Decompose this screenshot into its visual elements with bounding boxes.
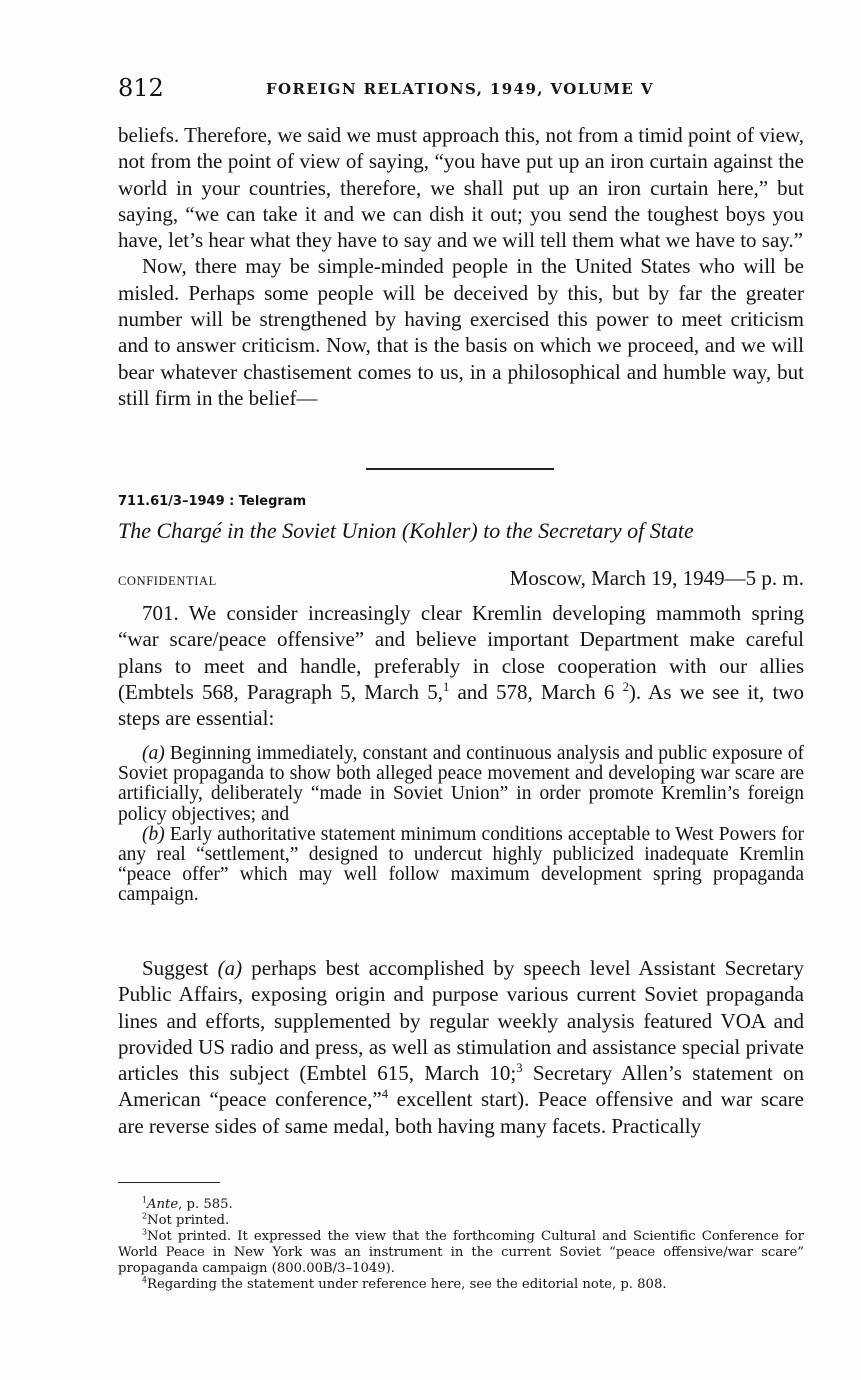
para2-label: (a)	[217, 956, 243, 980]
footnote-mark-4: 4	[381, 1087, 389, 1102]
footnote-2-text: Not printed.	[147, 1213, 230, 1228]
continued-paragraph-2: Now, there may be simple-minded people in the United States who will be misled. Perhaps some people will be deceived by this, but by far the greater number will be strengthened by having exercised this power to meet criticism and to answer criticism. Now, that is the basis on which we proceed, and we will bear whatever chastisement comes to us, in a philosophical and humble way, but still firm in the belief—	[118, 254, 804, 410]
telegram-continuation	[118, 955, 804, 1139]
running-title: FOREIGN RELATIONS, 1949, VOLUME V	[266, 80, 654, 98]
footnote-4-mark: 4	[142, 1275, 148, 1285]
step-a-label: (a)	[142, 743, 165, 764]
place-date: Moscow, March 19, 1949—5 p. m.	[509, 566, 804, 590]
continued-text	[118, 122, 804, 411]
footnote-1	[118, 1197, 804, 1213]
footnote-1-mark: 1	[142, 1195, 148, 1205]
para1-text-c: ). As we see it, two steps are essential:	[118, 679, 804, 731]
step-b	[118, 825, 804, 906]
classification: CONFIDENTIAL	[118, 574, 217, 588]
step-a-text: Beginning immediately, constant and continuous analysis and public exposure of Soviet propaganda to show both alleged peace movement and developing war scare are artificially, deliberately “made in Soviet Union” in order promote Kremlin’s foreign policy objectives; and	[118, 743, 804, 825]
step-b-label: (b)	[142, 823, 165, 845]
telegram-opening	[118, 600, 804, 731]
footnote-4-text: Regarding the statement under reference here, see the editorial note, p. 808.	[147, 1277, 667, 1292]
file-reference: 711.61/3–1949 : Telegram	[118, 494, 307, 509]
footnote-2-mark: 2	[142, 1211, 148, 1221]
footnote-3-text: Not printed. It expressed the view that the forthcoming Cultural and Scientific Conference for World Peace in New York was an instrument in the current Soviet “peace offensive/war scare” propaganda campaign (800.00B/3–1049).	[118, 1229, 804, 1276]
footnote-mark-2: 2	[622, 679, 629, 694]
footnote-2	[118, 1213, 804, 1229]
footnote-mark-3: 3	[516, 1061, 523, 1076]
footnote-3	[118, 1229, 804, 1277]
para1-text-a: 701. We consider increasingly clear Kremlin developing mammoth spring “war scare/peace offensive” and believe important Department make careful plans to meet and handle, preferably in close cooperation with our allies (Embtels 568, Paragraph 5, March 5,	[118, 601, 804, 704]
section-divider	[366, 468, 554, 470]
footnotes	[118, 1197, 804, 1293]
enumerated-steps	[118, 744, 804, 906]
footnote-4	[118, 1277, 804, 1293]
footnote-3-mark: 3	[142, 1227, 148, 1237]
para1-text-b: and 578, March 6	[449, 679, 615, 704]
telegram-paragraph-2	[118, 955, 804, 1139]
footnote-1-text: , p. 585.	[178, 1197, 233, 1212]
page-header	[118, 74, 804, 104]
para2-text-b: Secretary Allen’s statement on American “peace conference,”	[118, 1061, 804, 1112]
footnote-divider	[118, 1182, 220, 1183]
step-a	[118, 744, 804, 825]
para2-text-c: excellent start). Peace offensive and war scare are reverse sides of same medal, both having many facets. Practically	[118, 1087, 804, 1138]
document-title: The Chargé in the Soviet Union (Kohler) to the Secretary of State	[118, 518, 694, 543]
continued-paragraph-1: beliefs. Therefore, we said we must approach this, not from a timid point of view, not from the point of view of saying, “you have put up an iron curtain against the world in your countries, therefore, we shall put up an iron curtain here,” but saying, “we can take it and we can dish it out; you send the toughest boys you have, let’s hear what they have to say and we will tell them what we have to say.”	[118, 123, 804, 253]
para2-prefix: Suggest	[142, 956, 218, 980]
footnote-mark-1: 1	[442, 679, 450, 694]
telegram-paragraph-1	[118, 600, 804, 731]
step-b-text: Early authoritative statement minimum conditions acceptable to West Powers for any real “settlement,” designed to undercut highly publicized inadequate Kremlin “peace offer” which may well follow maximum development spring propaganda campaign.	[118, 823, 804, 906]
page-number: 812	[118, 74, 164, 102]
footnote-1-ante: Ante	[147, 1197, 179, 1212]
para2-text-a: perhaps best accomplished by speech level Assistant Secretary Public Affairs, exposing origin and purpose various current Soviet propaganda lines and efforts, supplemented by regular weekly analysis featured VOA and provided US radio and press, as well as stimulation and assistance special private articles this subject (Embtel 615, March 10;	[118, 956, 804, 1086]
